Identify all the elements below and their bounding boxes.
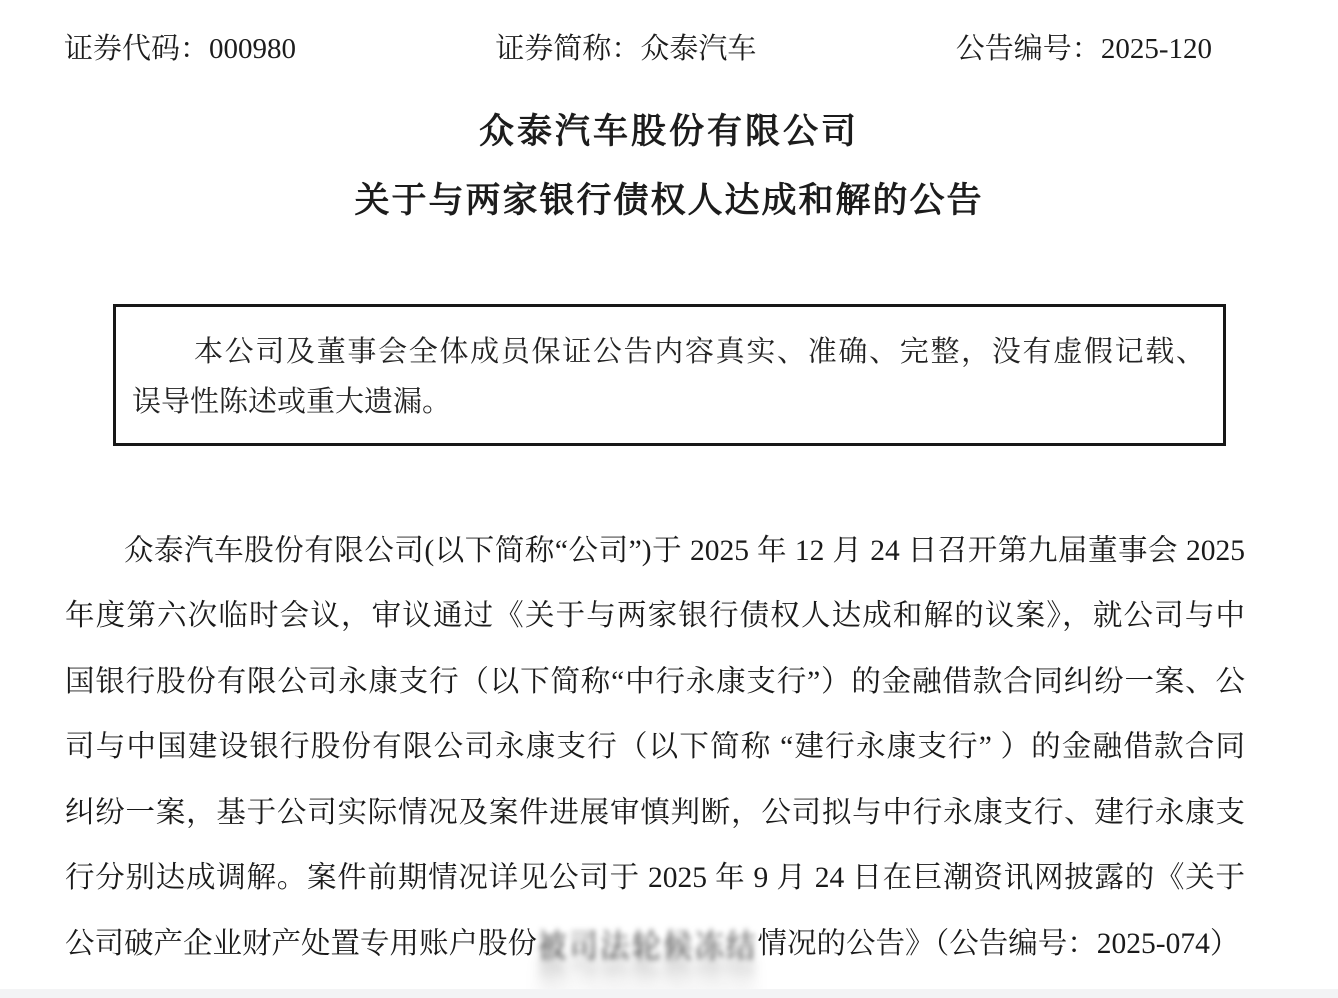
body-line-4: 司与中国建设银行股份有限公司永康支行（以下简称 “建行永康支行” ）的金融借款合同: [65, 731, 1245, 764]
smudged-redacted-text: 被司法轮候冻结: [537, 929, 758, 965]
stock-code: [64, 34, 296, 66]
stock-short-name-label: 证券简称：: [495, 33, 641, 65]
body-line-7-after: 情况的公告》（公告编号：2025-074）: [757, 927, 1240, 960]
body-line-3: 国银行股份有限公司永康支行（以下简称“中行永康支行”）的金融借款合同纠纷一案、公: [65, 665, 1245, 698]
disclaimer-box: [113, 304, 1226, 446]
disclaimer-line-2: 误导性陈述或重大遗漏。: [132, 385, 452, 418]
announcement-number-value: 2025-120: [1100, 33, 1212, 65]
body-line-2: 年度第六次临时会议，审议通过《关于与两家银行债权人达成和解的议案》，就公司与中: [65, 600, 1245, 633]
stock-code-label: 证券代码：: [64, 33, 210, 65]
body-line-7: [65, 912, 1245, 978]
stock-short-name-value: 众泰汽车: [640, 33, 757, 65]
body-line-5: 纠纷一案，基于公司实际情况及案件进展审慎判断，公司拟与中行永康支行、建行永康支: [65, 796, 1245, 829]
body-line-7-before: 公司破产企业财产处置专用账户股份: [65, 927, 538, 960]
company-name-title: 众泰汽车股份有限公司: [478, 111, 859, 151]
stock-code-value: 000980: [209, 33, 297, 65]
announcement-title: 关于与两家银行债权人达成和解的公告: [354, 180, 984, 220]
body-paragraph: [65, 519, 1245, 978]
disclaimer-line-1: 本公司及董事会全体成员保证公告内容真实、准确、完整，没有虚假记载、: [194, 335, 1205, 368]
stock-short-name: [495, 34, 756, 66]
body-line-6: 行分别达成调解。案件前期情况详见公司于 2025 年 9 月 24 日在巨潮资讯网披露的《关于: [65, 862, 1245, 895]
body-line-1: 众泰汽车股份有限公司(以下简称“公司”)于 2025 年 12 月 24 日召开第九届董事会 2025: [124, 534, 1245, 567]
announcement-number-label: 公告编号：: [955, 33, 1101, 65]
document-header: [0, 0, 1338, 66]
page-bottom-edge: [0, 989, 1338, 998]
announcement-number: [956, 34, 1212, 66]
